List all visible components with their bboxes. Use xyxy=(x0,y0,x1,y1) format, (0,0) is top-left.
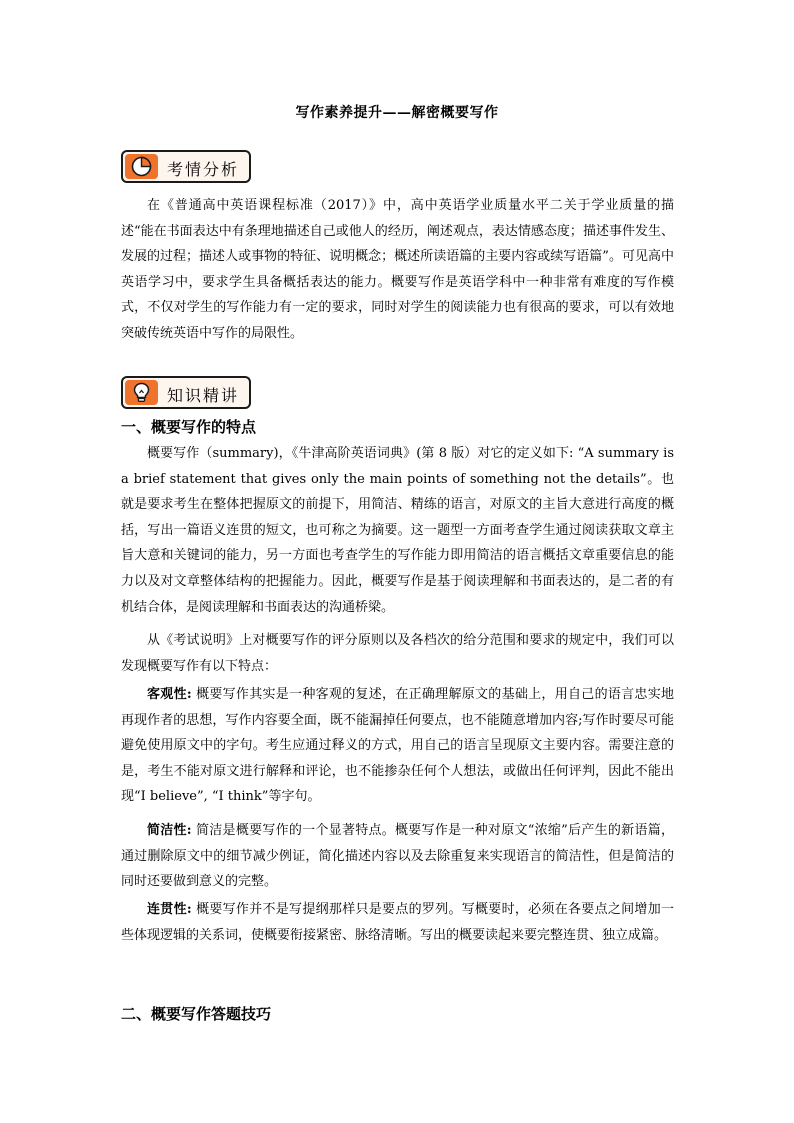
lightbulb-icon xyxy=(131,382,152,403)
coherence-paragraph xyxy=(121,897,674,948)
section-badge-knowledge xyxy=(121,376,251,409)
section-heading-2: 二、概要写作答题技巧 xyxy=(121,1005,272,1023)
badge-label: 考情分析 xyxy=(167,160,240,179)
icon-box xyxy=(125,380,158,405)
coherence-text: 概要写作并不是写提纲那样只是要点的罗列。写概要时，必须在各要点之间增加一些体现逻辑的关系词，使概要衔接紧密、脉络清晰。写出的概要读起来要完整连贯、独立成篇。 xyxy=(121,902,674,943)
section-heading-1: 一、概要写作的特点 xyxy=(121,418,257,436)
icon-box xyxy=(125,154,158,179)
coherence-keyword: 连贯性: xyxy=(147,902,192,917)
conciseness-paragraph xyxy=(121,818,674,895)
pie-chart-icon xyxy=(131,156,152,177)
objectivity-text: 概要写作其实是一种客观的复述，在正确理解原文的基础上，用自己的语言忠实地再现作者的思想，写作内容要全面，既不能漏掉任何要点，也不能随意增加内容;写作时要尽可能避免使用原文中的字句。考生应通过释义的方式，用自己的语言呈现原文主要内容。需要注意的是，考生不能对原文进行解释和评论，也不能掺杂任何个人想法，或做出任何评判，因此不能出现“I believe”, “I think”等字句。 xyxy=(121,687,674,805)
conciseness-text: 简洁是概要写作的一个显著特点。概要写作是一种对原文“浓缩”后产生的新语篇，通过删除原文中的细节减少例证，简化描述内容以及去除重复来实现语言的简洁性，但是简洁的同时还要做到意义的完整。 xyxy=(121,823,674,890)
definition-paragraph: 概要写作（summary)，《牛津高阶英语词典》(第 8 版）对它的定义如下: “A summary is a brief statement that gives only the main points of something not the details”。也就是要求考生在整体把握原文的前提下，用简洁、精练的语言，对原文的主旨大意进行高度的概括，写出一篇语义连贯的短文，也可称之为摘要。这一题型一方面考查学生通过阅读获取文章主旨大意和关键词的能力，另一方面也考查学生的写作能力即用简洁的语言概括文章重要信息的能力以及对文章整体结构的把握能力。因此，概要写作是基于阅读理解和书面表达的，是二者的有机结合体，是阅读理解和书面表达的沟通桥梁。 xyxy=(121,446,674,615)
badge-label: 知识精讲 xyxy=(167,386,240,405)
conciseness-keyword: 简洁性: xyxy=(147,823,192,838)
objectivity-paragraph xyxy=(121,682,674,810)
objectivity-keyword: 客观性: xyxy=(147,687,192,702)
features-intro-paragraph: 从《考试说明》上对概要写作的评分原则以及各档次的给分范围和要求的规定中，我们可以发现概要写作有以下特点： xyxy=(121,633,674,674)
analysis-paragraph: 在《普通高中英语课程标准（2017）》中，高中英语学业质量水平二关于学业质量的描述“能在书面表达中有条理地描述自己或他人的经历，阐述观点，表达情感态度；描述事件发生、发展的过程；描述人或事物的特征、说明概念；概述所读语篇的主要内容或续写语篇”。可见高中英语学习中，要求学生具备概括表达的能力。概要写作是英语学科中一种非常有难度的写作模式，不仅对学生的写作能力有一定的要求，同时对学生的阅读能力也有很高的要求，可以有效地突破传统英语中写作的局限性。 xyxy=(121,198,674,341)
section-badge-analysis xyxy=(121,150,251,183)
page-title: 写作素养提升——解密概要写作 xyxy=(295,105,499,121)
